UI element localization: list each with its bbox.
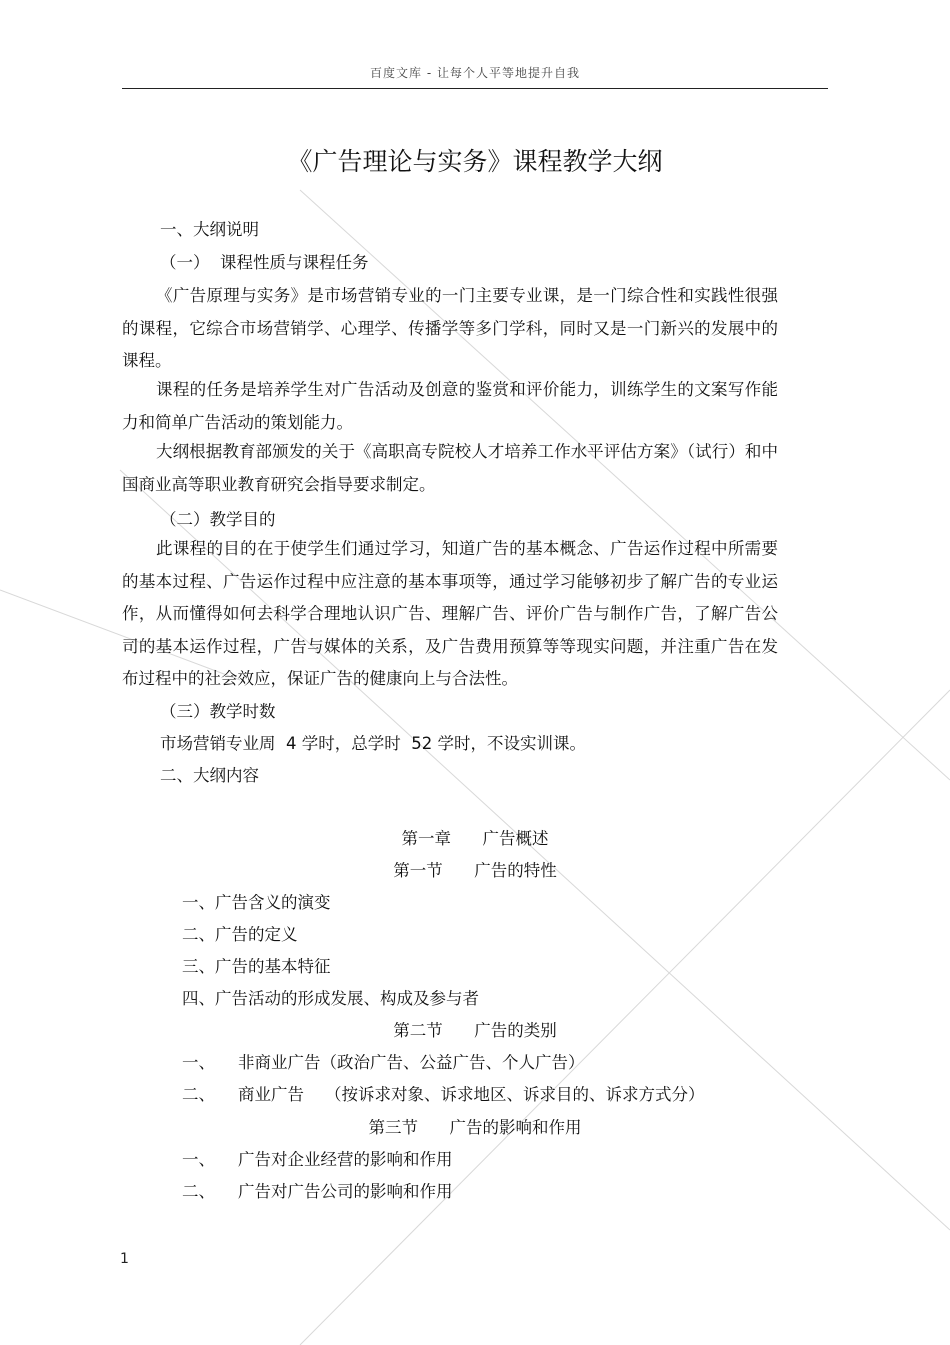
list-item: 四、广告活动的形成发展、构成及参与者 <box>182 989 479 1008</box>
subsection-2-heading: （二）教学目的 <box>160 510 276 529</box>
list-item: 一、广告含义的演变 <box>182 893 331 912</box>
paragraph-course-task: 课程的任务是培养学生对广告活动及创意的鉴赏和评价能力，训练学生的文案写作能力和简单广告活动的策划能力。 <box>122 380 778 432</box>
list-item-number: 一、 <box>182 1150 215 1169</box>
paragraph-syllabus-basis: 大纲根据教育部颁发的关于《高职高专院校人才培养工作水平评估方案》（试行）和中国商业高等职业教育研究会指导要求制定。 <box>122 442 778 494</box>
paragraph-course-nature: 《广告原理与实务》是市场营销专业的一门主要专业课，是一门综合性和实践性很强的课程，它综合市场营销学、心理学、传播学等多门学科，同时又是一门新兴的发展中的课程。 <box>122 286 778 370</box>
header-rule <box>122 88 828 89</box>
list-item-number: 二、 <box>182 1085 215 1104</box>
section-1-heading: 一、大纲说明 <box>160 220 259 239</box>
list-item-number: 二、 <box>182 1182 215 1201</box>
chapter-1-section-3-title: 第三节 广告的影响和作用 <box>368 1118 582 1137</box>
section-2-heading: 二、大纲内容 <box>160 766 259 785</box>
list-item: 二、广告的定义 <box>182 925 298 944</box>
chapter-1-section-1-title: 第一节 广告的特性 <box>393 861 557 880</box>
page-number: 1 <box>120 1251 129 1267</box>
list-item: 非商业广告（政治广告、公益广告、个人广告） <box>238 1053 585 1072</box>
list-item: 广告对企业经营的影响和作用 <box>238 1150 453 1169</box>
chapter-1-title: 第一章 广告概述 <box>401 829 549 848</box>
list-item-number: 一、 <box>182 1053 215 1072</box>
document-title: 《广告理论与实务》课程教学大纲 <box>287 147 663 176</box>
paragraph-teaching-hours: 市场营销专业周 4 学时，总学时 52 学时，不设实训课。 <box>160 734 586 753</box>
list-item: 三、广告的基本特征 <box>182 957 331 976</box>
paragraph-teaching-purpose: 此课程的目的在于使学生们通过学习，知道广告的基本概念、广告运作过程中所需要的基本过程、广告运作过程中应注意的基本事项等，通过学习能够初步了解广告的专业运作，从而懂得如何去科学合理地认识广告、理解广告、评价广告与制作广告，了解广告公司的基本运作过程，广告与媒体的关系，及广告费用预算等等现实问题，并注重广告在发布过程中的社会效应，保证广告的健康向上与合法性。 <box>122 539 778 688</box>
list-item: 广告对广告公司的影响和作用 <box>238 1182 453 1201</box>
page-header: 百度文库 - 让每个人平等地提升自我 <box>370 66 580 80</box>
list-item: 商业广告 （按诉求对象、诉求地区、诉求目的、诉求方式分） <box>238 1085 705 1104</box>
subsection-3-heading: （三）教学时数 <box>160 702 276 721</box>
subsection-1-heading: （一） 课程性质与课程任务 <box>160 253 369 272</box>
chapter-1-section-2-title: 第二节 广告的类别 <box>393 1021 557 1040</box>
